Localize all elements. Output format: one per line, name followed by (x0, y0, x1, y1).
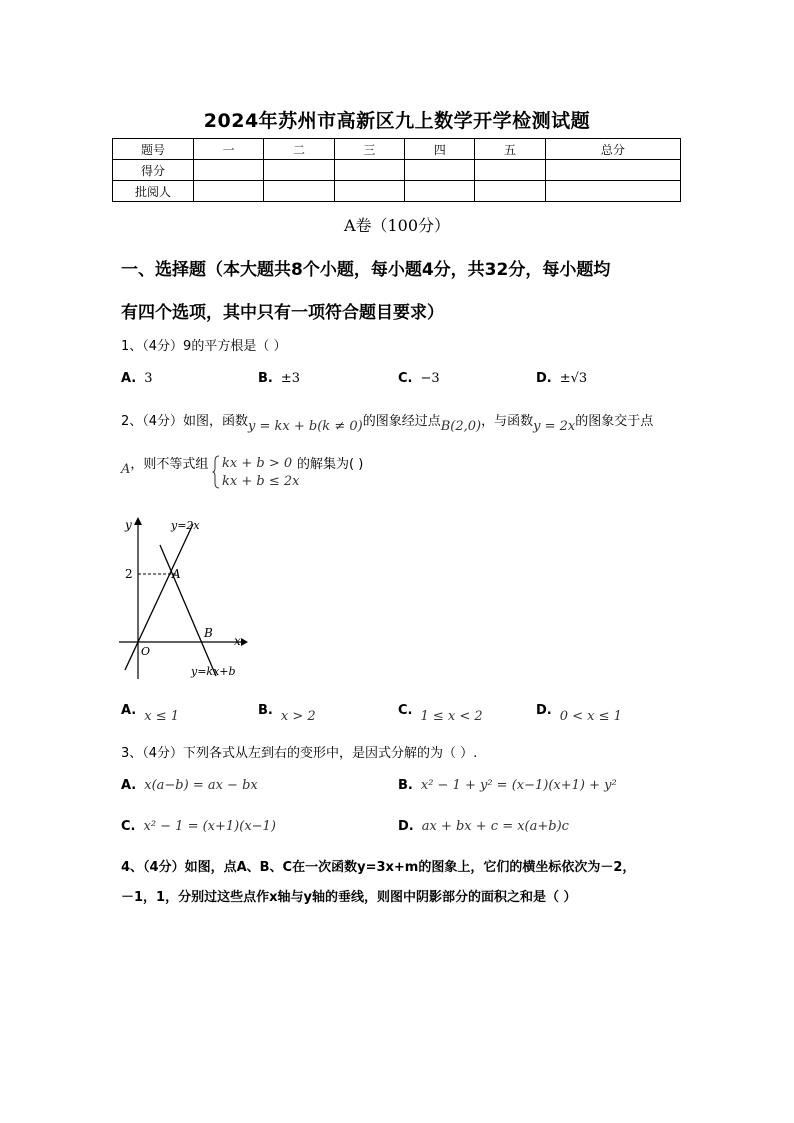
q2-option-d (536, 703, 622, 724)
q2-text-part: ，与函数 (481, 414, 534, 429)
question-4-line2: －1，1，分别过这些点作x轴与y轴的垂线，则图中阴影部分的面积之和是（ ） (121, 890, 577, 905)
page-title: 2024年苏州市高新区九上数学开学检测试题 (203, 110, 591, 132)
score-table (112, 138, 681, 202)
q2-option-a (121, 703, 180, 724)
table-cell (334, 181, 404, 202)
option-label: D. (536, 703, 552, 718)
table-header-cell: 一 (194, 139, 264, 160)
option-value: ax + bx + c = x(a+b)c (421, 819, 569, 834)
q2-formula: y = 2x (533, 419, 576, 434)
option-label: B. (258, 371, 273, 386)
table-cell (194, 160, 264, 181)
q2-option-c (398, 703, 483, 724)
table-cell (264, 160, 334, 181)
inequality-system (222, 455, 299, 491)
q2-text-part: ，则不等式组 (130, 457, 209, 472)
option-value: ±3 (280, 371, 301, 386)
table-row-label: 批阅人 (113, 181, 194, 202)
option-value: x > 2 (280, 709, 316, 724)
q1-option-d (536, 371, 587, 386)
table-cell (405, 160, 475, 181)
inequality-line-2: kx + b ≤ 2x (222, 474, 300, 489)
q2-formula: B(2,0) (440, 419, 482, 434)
q2-text-part: 的图象交于点 (575, 414, 654, 429)
table-cell (545, 160, 680, 181)
option-value: 1 ≤ x < 2 (420, 709, 483, 724)
q2-text-end: 的解集为( ) (297, 457, 364, 472)
section-a-title: A卷（100分） (343, 216, 451, 235)
x-axis-label: x (234, 634, 241, 648)
table-row (113, 139, 681, 160)
question-3-text: 3、（4分）下列各式从左到右的变形中，是因式分解的为（ ）. (121, 746, 478, 761)
q2-formula: y = kx + b(k ≠ 0) (248, 419, 363, 434)
option-label: D. (398, 819, 414, 834)
q2-formula: A (121, 462, 131, 477)
option-value: −3 (420, 371, 440, 386)
tick-label-2: 2 (125, 567, 133, 581)
origin-label: O (141, 645, 151, 658)
brace-icon (212, 455, 220, 489)
line-y-kx-b (160, 545, 216, 676)
q2-option-b (258, 703, 316, 724)
q1-option-c (398, 371, 440, 386)
point-b-label: B (204, 626, 213, 640)
option-value: ±√3 (559, 371, 588, 386)
table-cell (334, 160, 404, 181)
table-header-cell: 五 (475, 139, 545, 160)
option-label: B. (398, 778, 413, 793)
q3-option-a (121, 778, 258, 793)
section-heading-line1: 一、选择题（本大题共8个小题，每小题4分，共32分，每小题均 (121, 260, 611, 280)
function-graph (115, 513, 250, 683)
table-row (113, 181, 681, 202)
table-row (113, 160, 681, 181)
q1-option-b (258, 371, 300, 386)
table-header-cell: 四 (405, 139, 475, 160)
question-2-text-line2 (121, 453, 209, 477)
question-4-line1: 4、（4分）如图，点A、B、C在一次函数y=3x+m的图象上，它们的横坐标依次为－2， (121, 860, 636, 875)
table-row-label: 得分 (113, 160, 194, 181)
table-cell (545, 181, 680, 202)
point-a-label: A (172, 567, 181, 581)
y-axis-label: y (125, 518, 132, 532)
option-label: A. (121, 703, 137, 718)
option-label: C. (398, 371, 413, 386)
option-label: B. (258, 703, 273, 718)
option-value: x ≤ 1 (144, 709, 180, 724)
option-value: 3 (144, 371, 153, 386)
table-cell (194, 181, 264, 202)
table-header-cell: 二 (264, 139, 334, 160)
option-value: 0 < x ≤ 1 (559, 709, 622, 724)
table-header-cell: 题号 (113, 139, 194, 160)
table-cell (475, 181, 545, 202)
option-label: A. (121, 371, 137, 386)
q1-option-a (121, 371, 153, 386)
q3-option-b (398, 778, 617, 793)
option-value: x² − 1 = (x+1)(x−1) (143, 819, 276, 834)
option-label: C. (121, 819, 136, 834)
x-axis-arrow-icon (241, 638, 248, 646)
line-label-2x: y=2x (171, 519, 200, 532)
option-value: x² − 1 + y² = (x−1)(x+1) + y² (420, 778, 617, 793)
table-cell (405, 181, 475, 202)
question-2-text (121, 410, 654, 434)
q2-text-part: 的图象经过点 (362, 414, 441, 429)
line-label-kxb: y=kx+b (191, 665, 236, 678)
table-header-cell: 三 (334, 139, 404, 160)
option-label: A. (121, 778, 137, 793)
option-value: x(a−b) = ax − bx (144, 778, 258, 793)
q2-text-part: 2、（4分）如图，函数 (121, 414, 249, 429)
option-label: C. (398, 703, 413, 718)
y-axis-arrow-icon (134, 517, 142, 525)
table-cell (264, 181, 334, 202)
option-label: D. (536, 371, 552, 386)
question-1-text: 1、（4分）9的平方根是（ ） (121, 339, 287, 354)
table-header-cell: 总分 (545, 139, 680, 160)
q3-option-d (398, 819, 569, 834)
inequality-line-1: kx + b > 0 (222, 456, 293, 471)
section-heading-line2: 有四个选项，其中只有一项符合题目要求） (121, 303, 444, 323)
table-cell (475, 160, 545, 181)
q3-option-c (121, 819, 276, 834)
